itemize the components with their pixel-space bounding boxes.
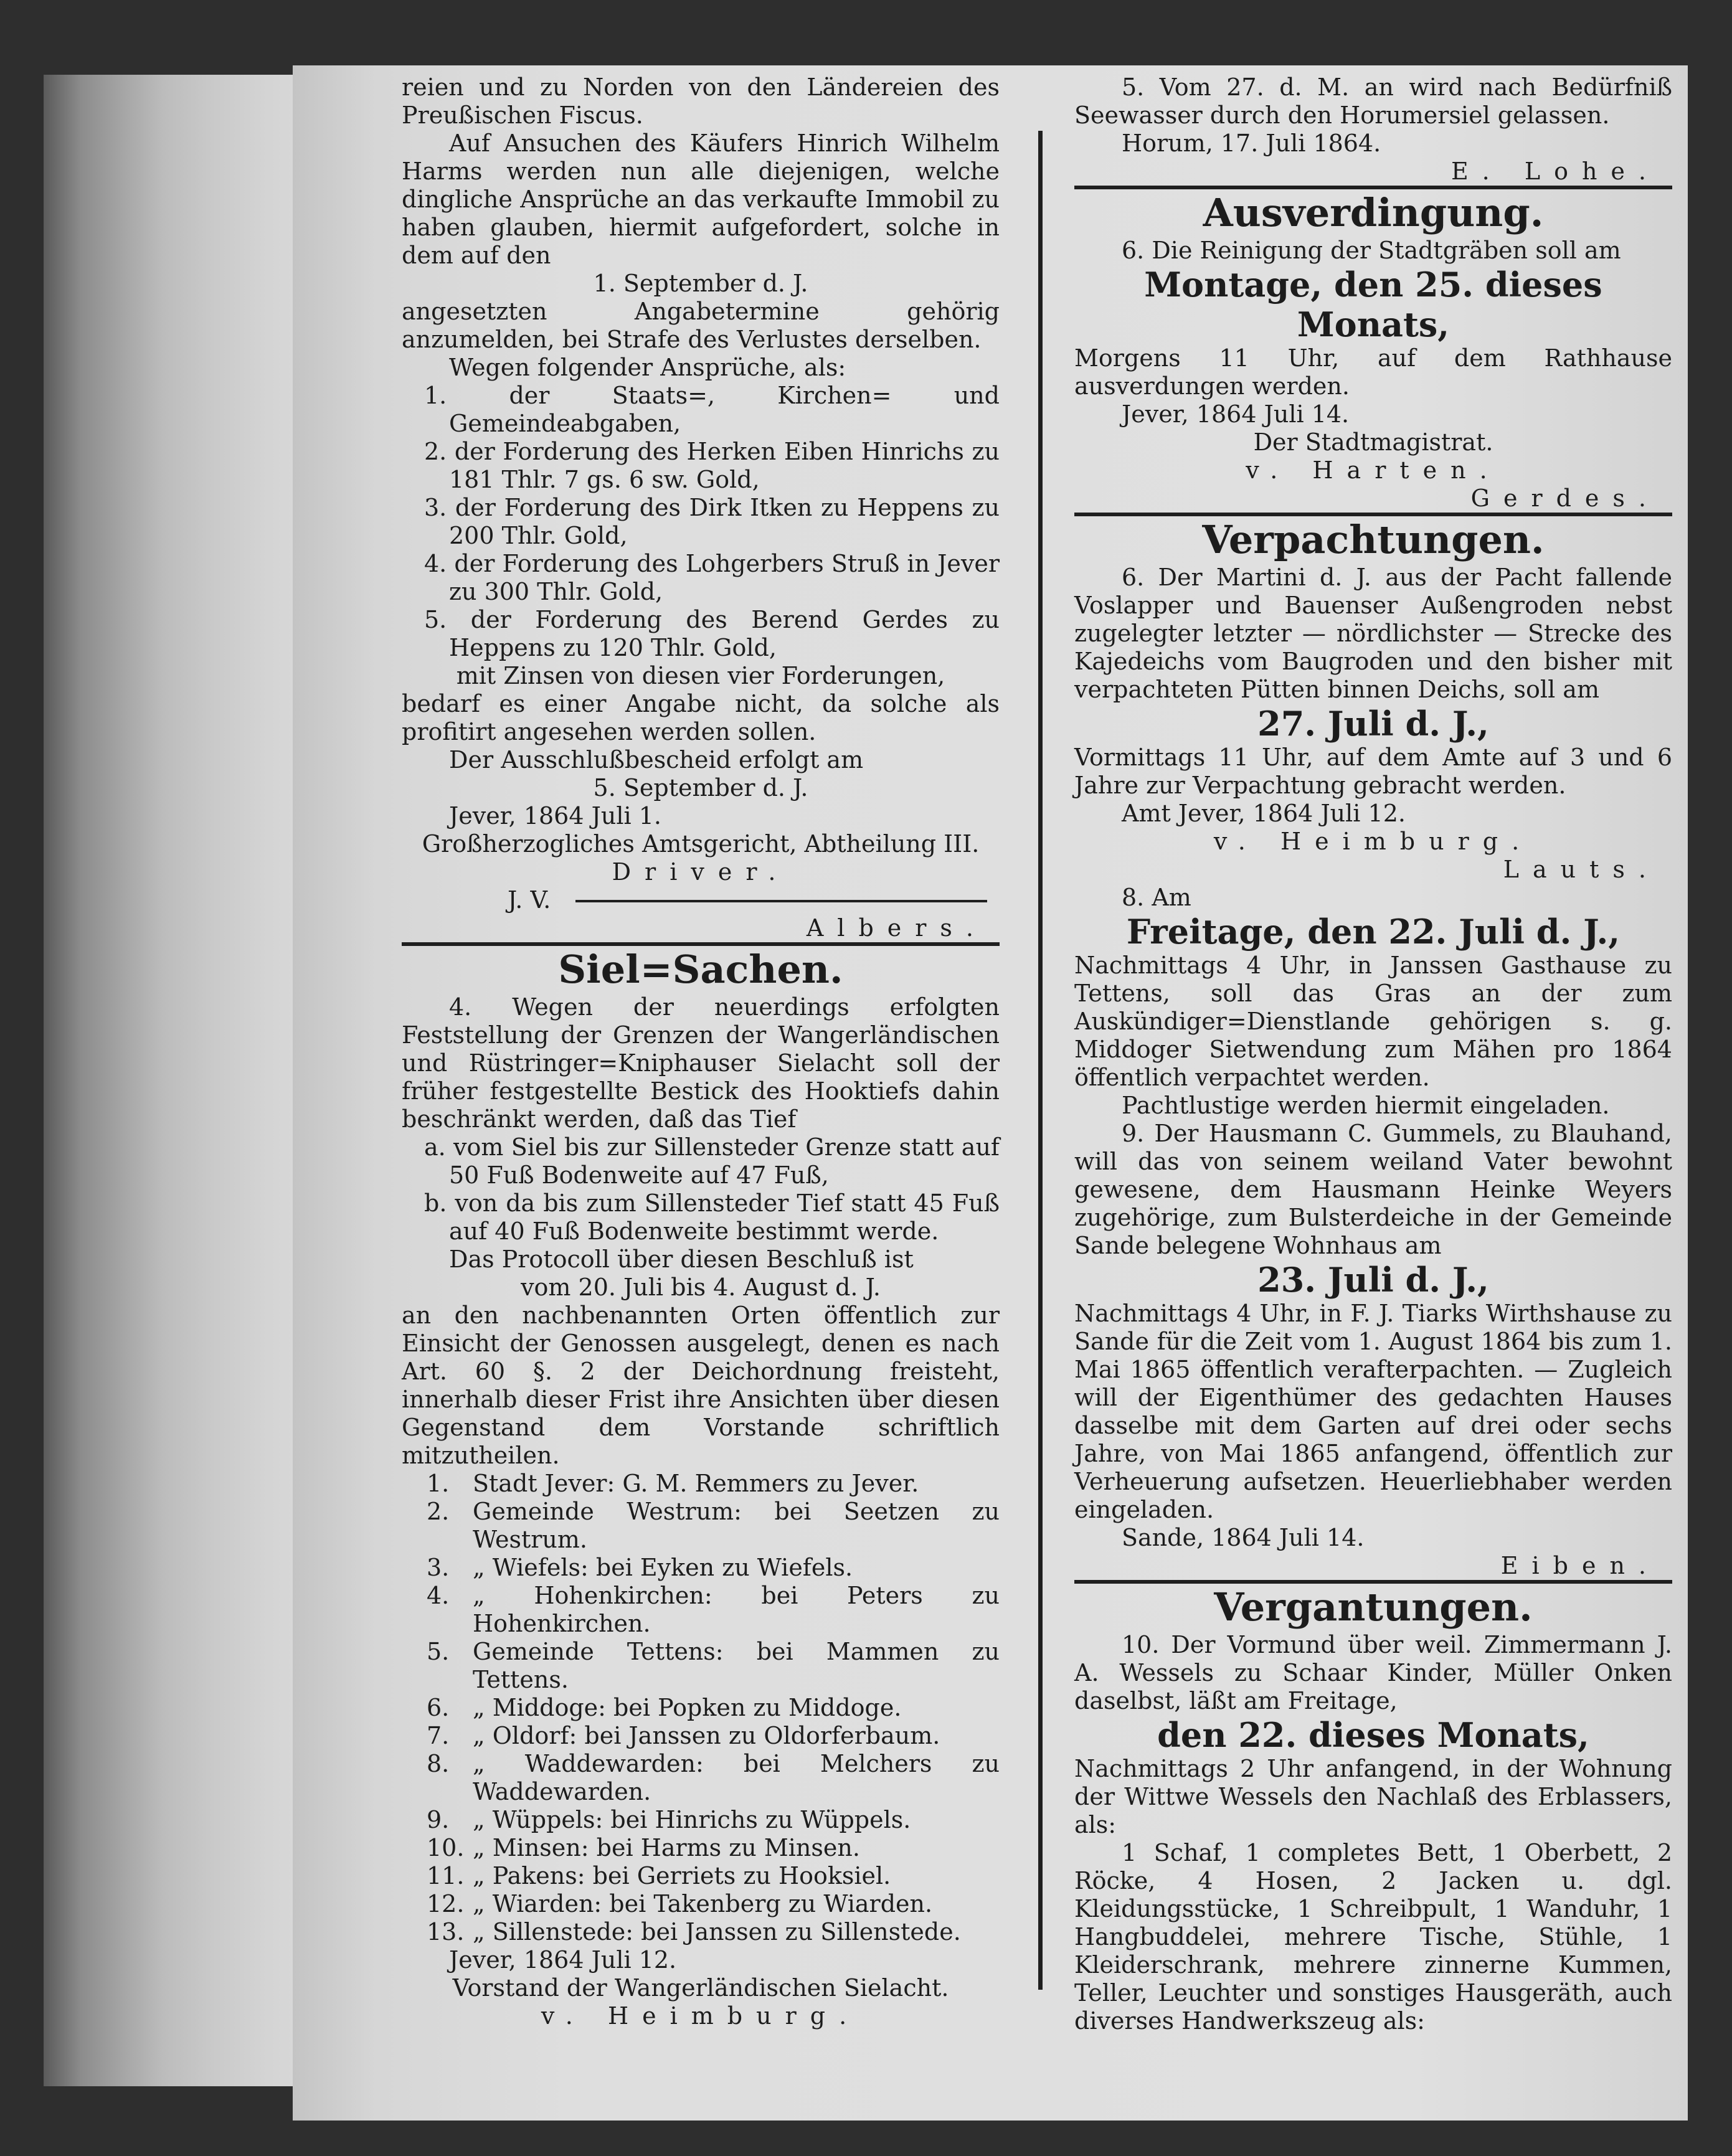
- list-item: 4. der Forderung des Lohgerbers Struß in Jever zu 300 Thlr. Gold,: [424, 550, 1000, 605]
- magistrate-name: Der Stadtmagistrat.: [1253, 428, 1493, 456]
- list-item: 5. Gemeinde Tettens: bei Mammen zu Tettens.: [427, 1638, 1000, 1693]
- place-date: Amt Jever, 1864 Juli 12.: [1122, 800, 1406, 827]
- list-item: 2. der Forderung des Herken Eiben Hinrichs zu 181 Thlr. 7 gs. 6 sw. Gold,: [424, 438, 1000, 493]
- section-heading: Ausverdingung.: [1203, 190, 1544, 235]
- date-line: den 22. dieses Monats,: [1157, 1715, 1589, 1755]
- list-item: 1. Stadt Jever: G. M. Remmers zu Jever.: [427, 1470, 919, 1497]
- date-line: Montage, den 25. dieses Monats,: [1144, 265, 1602, 344]
- paragraph: bedarf es einer Angabe nicht, da solche als profitirt angesehen werden sollen.: [402, 690, 1000, 745]
- court-name: Großherzogliches Amtsgericht, Abtheilung III.: [422, 830, 980, 858]
- paragraph: 6. Die Reinigung der Stadtgräben soll am: [1122, 237, 1621, 264]
- paragraph: 8. Am: [1122, 884, 1191, 911]
- date-line: 1. September d. J.: [593, 270, 808, 297]
- list-item: 2. Gemeinde Westrum: bei Seetzen zu Westrum.: [427, 1498, 1000, 1553]
- list-item: 9. „ Wüppels: bei Hinrichs zu Wüppels.: [427, 1806, 911, 1833]
- board-name: Vorstand der Wangerländischen Sielacht.: [452, 1974, 949, 2002]
- paragraph: 4. Wegen der neuerdings erfolgten Feststellung der Grenzen der Wangerländischen und Rüstringer=Kniphauser Sielacht soll der früher festgestellte Bestick des Hooktiefs dahin beschränkt werden, daß das Tief: [402, 993, 1000, 1133]
- paragraph: Das Protocoll über diesen Beschluß ist: [449, 1246, 914, 1273]
- signature: Eiben.: [1500, 1552, 1660, 1579]
- paragraph: mit Zinsen von diesen vier Forderungen,: [456, 662, 945, 689]
- list-item: 3. der Forderung des Dirk Itken zu Heppens zu 200 Thlr. Gold,: [424, 494, 1000, 549]
- signature: Gerdes.: [1470, 485, 1660, 512]
- signature: v. Heimburg.: [541, 2002, 861, 2030]
- list-item: 1. der Staats=, Kirchen= und Gemeindeabgaben,: [424, 382, 1000, 437]
- section-heading: Vergantungen.: [1214, 1584, 1533, 1630]
- list-item: b. von da bis zum Sillensteder Tief statt 45 Fuß auf 40 Fuß Bodenweite bestimmt werde.: [424, 1189, 1000, 1245]
- paragraph: Nachmittags 4 Uhr, in F. J. Tiarks Wirthshause zu Sande für die Zeit vom 1. August 1864 bis zum 1. Mai 1865 öffentlich verafterpachten. — Zugleich will der Eigenthümer des gedachten Hauses dasselbe mit dem Garten auf drei oder sechs Jahre, von Mai 1865 anfangend, öffentlich zur Verheuerung aufsetzen. Heuerliebhaber werden eingeladen.: [1074, 1300, 1672, 1523]
- paragraph: Morgens 11 Uhr, auf dem Rathhause ausverdungen werden.: [1074, 344, 1672, 400]
- paragraph: an den nachbenannten Orten öffentlich zur Einsicht der Genossen ausgelegt, denen es nach Art. 60 §. 2 der Deichordnung freisteht, innerhalb dieser Frist ihre Ansichten über diesen Gegenstand dem Vorstande schriftlich mitzutheilen.: [402, 1302, 1000, 1469]
- date-line: 5. September d. J.: [593, 774, 808, 801]
- signature-line: [575, 886, 987, 914]
- left-column: [402, 73, 1000, 2030]
- place-date: Sande, 1864 Juli 14.: [1122, 1524, 1365, 1551]
- paragraph: 1 Schaf, 1 completes Bett, 1 Oberbett, 2 Röcke, 4 Hosen, 2 Jacken u. dgl. Kleidungsstücke, 1 Schreibpult, 1 Wanduhr, 1 Hangbuddelei, mehrere Tische, Stühle, 1 Kleiderschrank, mehrere zinnerne Kummen, Teller, Leuchter und sonstiges Hausgeräth, auch diverses Handwerkszeug als:: [1074, 1839, 1672, 2035]
- signature: E. Lohe.: [1450, 158, 1660, 185]
- signature-jv: J. V.: [508, 886, 551, 914]
- section-heading: Verpachtungen.: [1202, 517, 1545, 562]
- list-item: 13. „ Sillenstede: bei Janssen zu Sillenstede.: [427, 1918, 961, 1946]
- paragraph: Nachmittags 2 Uhr anfangend, in der Wohnung der Wittwe Wessels den Nachlaß des Erblassers, als:: [1074, 1755, 1672, 1838]
- paragraph: Pachtlustige werden hiermit eingeladen.: [1122, 1092, 1610, 1119]
- signature: Driver.: [612, 858, 790, 886]
- signature-row: [402, 886, 1000, 914]
- paragraph: Wegen folgender Ansprüche, als:: [449, 354, 846, 381]
- date-line: Freitage, den 22. Juli d. J.,: [1126, 912, 1621, 952]
- paragraph: 10. Der Vormund über weil. Zimmermann J. A. Wessels zu Schaar Kinder, Müller Onken daselbst, läßt am Freitage,: [1074, 1631, 1672, 1714]
- place-date: Jever, 1864 Juli 14.: [1122, 400, 1350, 428]
- paragraph: reien und zu Norden von den Ländereien des Preußischen Fiscus.: [402, 73, 1000, 129]
- right-column: [1074, 73, 1672, 2035]
- signature: v. Heimburg.: [1213, 828, 1533, 855]
- paragraph: 6. Der Martini d. J. aus der Pacht fallende Voslapper und Bauenser Außengroden nebst zugelegter letzter — nördlichster — Strecke des Kajedeichs vom Baugroden und den bisher mit verpachteten Pütten binnen Deichs, soll am: [1074, 564, 1672, 703]
- date-line: 23. Juli d. J.,: [1257, 1260, 1489, 1300]
- list-item: 11. „ Pakens: bei Gerriets zu Hooksiel.: [427, 1862, 891, 1889]
- list-item: 12. „ Wiarden: bei Takenberg zu Wiarden.: [427, 1890, 933, 1917]
- list-item: 7. „ Oldorf: bei Janssen zu Oldorferbaum.: [427, 1722, 940, 1749]
- claims-list: [402, 382, 1000, 662]
- place-date: Jever, 1864 Juli 12.: [449, 1946, 677, 1974]
- paragraph: 5. Vom 27. d. M. an wird nach Bedürfniß Seewasser durch den Horumersiel gelassen.: [1074, 73, 1672, 129]
- signature: v. Harten.: [1246, 456, 1501, 484]
- list-item: 6. „ Middoge: bei Popken zu Middoge.: [427, 1694, 902, 1721]
- places-list: [402, 1470, 1000, 1946]
- signature: Lauts.: [1503, 856, 1660, 883]
- paragraph: Nachmittags 4 Uhr, in Janssen Gasthause zu Tettens, soll das Gras an der zum Auskündiger=Dienstlande gehörigen s. g. Middoger Sietwendung zum Mähen pro 1864 öffentlich verpachtet werden.: [1074, 952, 1672, 1091]
- paragraph: angesetzten Angabetermine gehörig anzumelden, bei Strafe des Verlustes derselben.: [402, 298, 1000, 353]
- section-heading: Siel=Sachen.: [558, 947, 843, 992]
- paragraph: Der Ausschlußbescheid erfolgt am: [449, 746, 864, 773]
- paragraph: Vormittags 11 Uhr, auf dem Amte auf 3 und 6 Jahre zur Verpachtung gebracht werden.: [1074, 744, 1672, 799]
- list-item: 5. der Forderung des Berend Gerdes zu Heppens zu 120 Thlr. Gold,: [424, 606, 1000, 661]
- signature: Albers.: [806, 914, 987, 942]
- paragraph: 9. Der Hausmann C. Gummels, zu Blauhand, will das von seinem weiland Vater bewohnt gewesene, dem Hausmann Heinke Weyers zugehörige, zum Bulsterdeiche in der Gemeinde Sande belegene Wohnhaus am: [1074, 1120, 1672, 1259]
- place-date: Horum, 17. Juli 1864.: [1122, 130, 1381, 157]
- paragraph: Auf Ansuchen des Käufers Hinrich Wilhelm Harms werden nun alle diejenigen, welche dingliche Ansprüche an das verkaufte Immobil zu haben glauben, hiermit aufgefordert, solche in dem auf den: [402, 130, 1000, 269]
- place-date: Jever, 1864 Juli 1.: [449, 802, 661, 830]
- list-item: 3. „ Wiefels: bei Eyken zu Wiefels.: [427, 1554, 853, 1581]
- date-line: vom 20. Juli bis 4. August d. J.: [521, 1274, 881, 1301]
- list-item: 10. „ Minsen: bei Harms zu Minsen.: [427, 1834, 860, 1861]
- list-item: a. vom Siel bis zur Sillensteder Grenze statt auf 50 Fuß Bodenweite auf 47 Fuß,: [424, 1133, 1000, 1189]
- list-item: 8. „ Waddewarden: bei Melchers zu Waddewarden.: [427, 1750, 1000, 1805]
- column-separator: [1038, 131, 1043, 1990]
- date-line: 27. Juli d. J.,: [1257, 704, 1489, 744]
- list-item: 4. „ Hohenkirchen: bei Peters zu Hohenkirchen.: [427, 1582, 1000, 1637]
